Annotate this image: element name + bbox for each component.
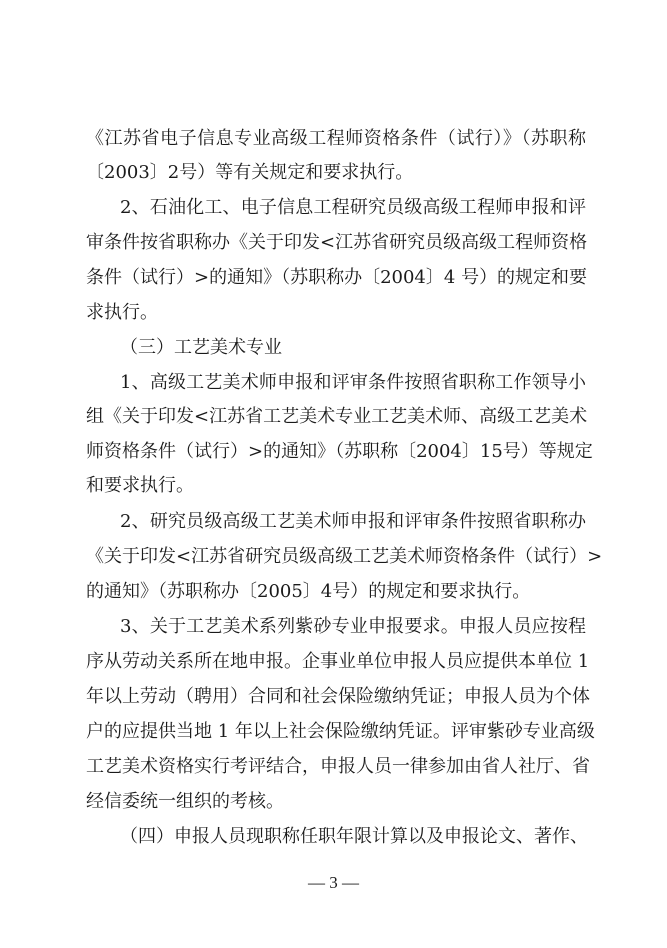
section-heading: （四）申报人员现职称任职年限计算以及申报论文、著作、 — [120, 826, 588, 847]
text-line: 〔2003〕2号）等有关规定和要求执行。 — [86, 162, 414, 183]
text-line: 2、石油化工、电子信息工程研究员级高级工程师申报和评 — [120, 197, 586, 218]
text-line: 1、高级工艺美术师申报和评审条件按照省职称工作领导小 — [120, 372, 586, 393]
page-number: — 3 — — [308, 873, 359, 892]
text-line: 3、关于工艺美术系列紫砂专业申报要求。申报人员应按程 — [120, 616, 586, 637]
text-line: 审条件按省职称办《关于印发<江苏省研究员级高级工程师资格 — [86, 232, 588, 253]
text-line: 的通知》（苏职称办〔2005〕4号）的规定和要求执行。 — [86, 581, 531, 602]
text-line: 和要求执行。 — [86, 475, 194, 496]
text-line: 求执行。 — [86, 302, 158, 323]
text-line: 《江苏省电子信息专业高级工程师资格条件（试行）》（苏职称 — [86, 128, 586, 149]
text-line: 经信委统一组织的考核。 — [86, 791, 284, 812]
text-line: 年以上劳动（聘用）合同和社会保险缴纳凭证；申报人员为个体 — [86, 686, 590, 707]
text-line: 组《关于印发<江苏省工艺美术专业工艺美术师、高级工艺美术 — [86, 406, 588, 427]
text-line: 工艺美术资格实行考评结合，申报人员一律参加由省人社厅、省 — [86, 756, 590, 777]
text-line: 序从劳动关系所在地申报。企事业单位申报人员应提供本单位 1 — [86, 651, 590, 672]
text-line: 《关于印发<江苏省研究员级高级工艺美术师资格条件（试行）> — [86, 546, 603, 567]
text-line: 师资格条件（试行）>的通知》（苏职称〔2004〕15号）等规定 — [86, 441, 593, 462]
text-line: 条件（试行）>的通知》（苏职称办〔2004〕4 号）的规定和要 — [86, 267, 588, 288]
text-line: 户的应提供当地 1 年以上社会保险缴纳凭证。评审紫砂专业高级 — [86, 721, 595, 742]
text-line: 2、研究员级高级工艺美术师申报和评审条件按照省职称办 — [120, 511, 586, 532]
section-heading: （三）工艺美术专业 — [120, 337, 282, 358]
